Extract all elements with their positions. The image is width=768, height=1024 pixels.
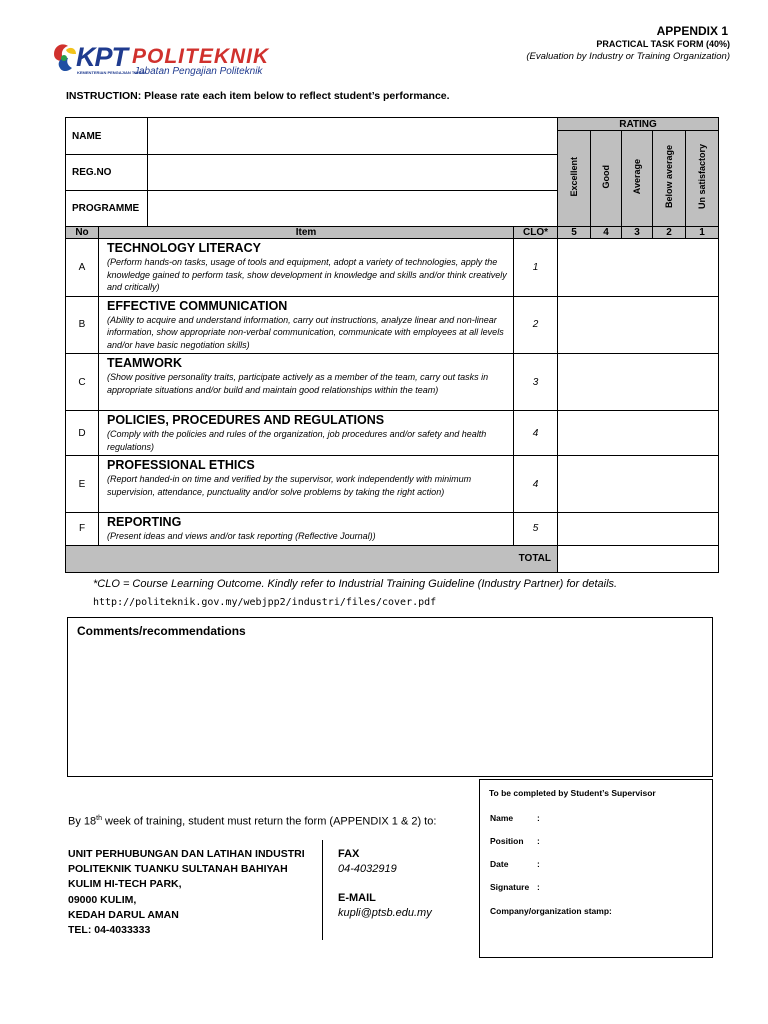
table-row xyxy=(66,354,719,411)
score-2: 2 xyxy=(653,227,686,239)
rating-cell[interactable] xyxy=(558,456,719,513)
evaluated-by: (Evaluation by Industry or Training Organization) xyxy=(526,51,730,62)
colon: : xyxy=(537,859,540,869)
supervisor-date-label: Date xyxy=(490,859,509,869)
rating-good-header: Good xyxy=(591,131,622,227)
return-instruction: By 18th week of training, student must return the form (APPENDIX 1 & 2) to: xyxy=(68,815,437,828)
item-desc: (Ability to acquire and understand information, carry out instructions, analyze linear and non-linear information, show appropriate non-verbal communication, communicate with employees at all levels and/or have basic negotiation skills) xyxy=(107,314,504,350)
rating-excellent-header: Excellent xyxy=(558,131,591,227)
item-clo: 5 xyxy=(514,513,558,546)
email-value[interactable]: kupli@ptsb.edu.my xyxy=(338,907,432,919)
table-row xyxy=(66,239,719,297)
colon: : xyxy=(537,882,540,892)
rating-title: RATING xyxy=(558,118,719,131)
return-address xyxy=(68,847,305,938)
programme-field[interactable] xyxy=(148,191,558,227)
item-clo: 4 xyxy=(514,411,558,456)
item-desc: (Show positive personality traits, participate actively as a member of the team, carry out tasks in appropriate situations and/or build and maintain good relationships within the team) xyxy=(107,372,489,395)
address-line: 09000 KULIM, xyxy=(68,893,137,906)
regno-field[interactable] xyxy=(148,155,558,191)
col-no: No xyxy=(66,227,99,239)
comments-label: Comments/recommendations xyxy=(77,624,246,638)
logo-politeknik-text: POLITEKNIK xyxy=(132,45,270,68)
item-no: E xyxy=(66,456,99,513)
item-desc: (Report handed-in on time and verified by the supervisor, work independently with minimum supervision, attendance, punctuality and/or solve problems by taking the right action) xyxy=(107,474,472,497)
rating-below-average-header: Below average xyxy=(653,131,686,227)
item-cell xyxy=(99,513,514,546)
table-row xyxy=(66,513,719,546)
form-title: PRACTICAL TASK FORM (40%) xyxy=(596,39,730,49)
rating-cell[interactable] xyxy=(558,354,719,411)
supervisor-box xyxy=(479,779,713,958)
table-row xyxy=(66,411,719,456)
name-label: NAME xyxy=(66,118,148,155)
col-clo: CLO* xyxy=(514,227,558,239)
col-item: Item xyxy=(99,227,514,239)
evaluation-table xyxy=(65,117,719,573)
rating-cell[interactable] xyxy=(558,411,719,456)
rating-average-header: Average xyxy=(622,131,653,227)
rating-cell[interactable] xyxy=(558,296,719,354)
item-cell xyxy=(99,296,514,354)
item-clo: 4 xyxy=(514,456,558,513)
item-no: A xyxy=(66,239,99,297)
supervisor-position-label: Position xyxy=(490,836,524,846)
item-title: POLICIES, PROCEDURES AND REGULATIONS xyxy=(107,413,385,427)
clo-link[interactable]: http://politeknik.gov.my/webjpp2/industri/files/cover.pdf xyxy=(93,597,437,608)
appendix-label: APPENDIX 1 xyxy=(656,24,728,38)
item-cell xyxy=(99,456,514,513)
supervisor-signature-label: Signature xyxy=(490,882,530,892)
item-title: TEAMWORK xyxy=(107,356,182,370)
score-3: 3 xyxy=(622,227,653,239)
rating-unsatisfactory-header: Un satisfactory xyxy=(686,131,719,227)
instruction: INSTRUCTION: Please rate each item below to reflect student’s performance. xyxy=(66,90,450,102)
item-clo: 3 xyxy=(514,354,558,411)
item-cell xyxy=(99,239,514,297)
logo-kpt-text: KPT xyxy=(76,42,127,72)
rating-cell[interactable] xyxy=(558,239,719,297)
address-line: TEL: 04-4033333 xyxy=(68,924,151,937)
colon: : xyxy=(537,813,540,823)
item-title: EFFECTIVE COMMUNICATION xyxy=(107,298,288,313)
fax-label: FAX xyxy=(338,848,360,860)
programme-label: PROGRAMME xyxy=(66,191,148,227)
rating-cell[interactable] xyxy=(558,513,719,546)
item-title: TECHNOLOGY LITERACY xyxy=(107,241,261,255)
name-field[interactable] xyxy=(148,118,558,155)
item-clo: 2 xyxy=(514,296,558,354)
score-1: 1 xyxy=(686,227,719,239)
item-desc: (Perform hands-on tasks, usage of tools and equipment, adopt a variety of technologies, apply the knowledge gained to perform task, show development in knowledge and skills and/or think creatively and critically) xyxy=(107,257,507,292)
address-line: UNIT PERHUBUNGAN DAN LATIHAN INDUSTRI xyxy=(68,848,305,860)
item-desc: (Present ideas and views and/or task reporting (Reflective Journal)) xyxy=(107,531,376,541)
divider xyxy=(322,840,323,940)
table-row xyxy=(66,456,719,513)
logo-tiny-text: KEMENTERIAN PENGAJIAN TINGGI xyxy=(77,70,146,75)
item-title: REPORTING xyxy=(107,515,182,529)
table-row xyxy=(66,296,719,354)
colon: : xyxy=(537,836,540,846)
logo-subtext: Jabatan Pengajian Politeknik xyxy=(134,66,263,77)
fax-value: 04-4032919 xyxy=(338,863,397,875)
item-no: B xyxy=(66,296,99,354)
regno-label: REG.NO xyxy=(66,155,148,191)
item-cell xyxy=(99,354,514,411)
item-cell xyxy=(99,411,514,456)
address-line: KEDAH DARUL AMAN xyxy=(68,908,179,921)
address-line: KULIM HI-TECH PARK, xyxy=(68,878,182,891)
address-line: POLITEKNIK TUANKU SULTANAH BAHIYAH xyxy=(68,863,288,876)
item-no: C xyxy=(66,354,99,411)
column-header-row xyxy=(66,227,719,239)
fax-block xyxy=(338,847,397,877)
supervisor-name-label: Name xyxy=(490,813,514,823)
email-label: E-MAIL xyxy=(338,892,376,904)
item-no: F xyxy=(66,513,99,546)
item-no: D xyxy=(66,411,99,456)
score-4: 4 xyxy=(591,227,622,239)
clo-note: *CLO = Course Learning Outcome. Kindly refer to Industrial Training Guideline (Industry Partner) for details. xyxy=(93,578,618,590)
email-block xyxy=(338,891,432,921)
item-title: PROFESSIONAL ETHICS xyxy=(107,458,255,472)
item-clo: 1 xyxy=(514,239,558,297)
total-label: TOTAL xyxy=(66,545,558,572)
comments-box[interactable] xyxy=(67,617,713,777)
kpt-politeknik-logo xyxy=(50,40,298,80)
total-field[interactable] xyxy=(558,545,719,572)
supervisor-title: To be completed by Student’s Supervisor xyxy=(489,788,656,798)
score-5: 5 xyxy=(558,227,591,239)
company-stamp-label: Company/organization stamp: xyxy=(490,906,612,916)
item-desc: (Comply with the policies and rules of the organization, job procedures and/or safety and health regulations) xyxy=(107,429,487,452)
